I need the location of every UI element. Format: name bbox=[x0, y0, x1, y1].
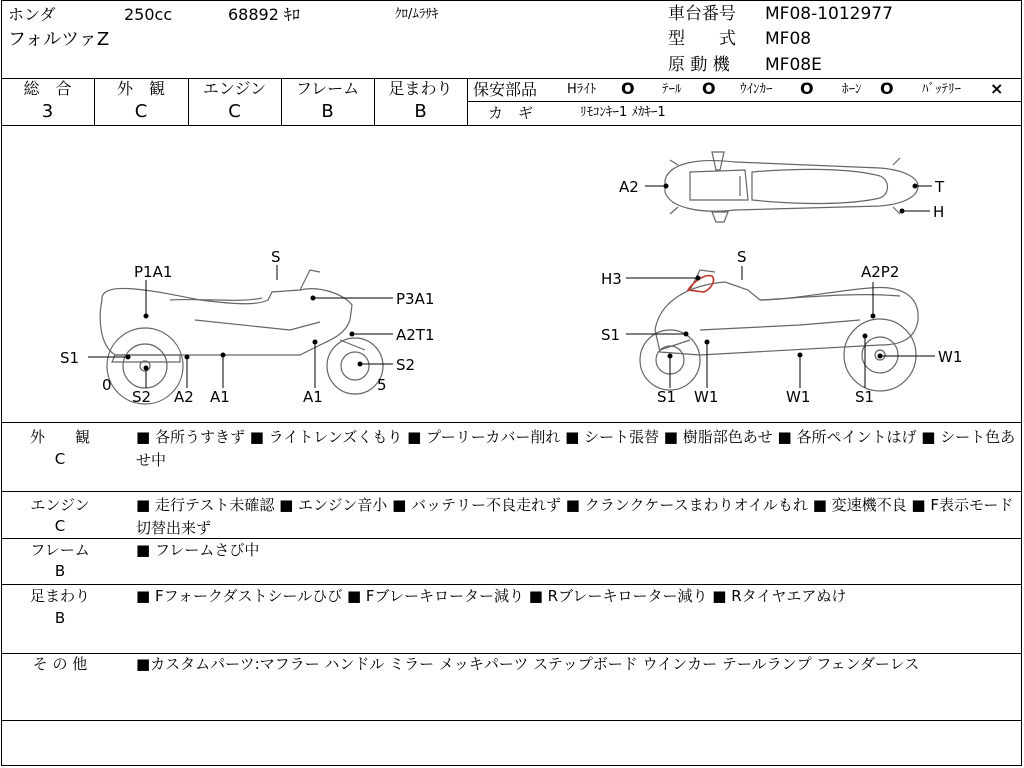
color: ｸﾛ/ﾑﾗｻｷ bbox=[395, 7, 439, 22]
model-name: フォルツァZ bbox=[8, 29, 110, 50]
rule-v5 bbox=[467, 78, 468, 125]
section-exterior-label: 外 観 bbox=[29, 428, 90, 446]
section-engine-grade: C bbox=[54, 517, 66, 535]
scooter-left-view bbox=[100, 270, 383, 404]
section-engine-label: エンジン bbox=[30, 496, 90, 514]
label-left-s2: S2 bbox=[132, 388, 152, 406]
label-right-w1c: W1 bbox=[786, 388, 811, 406]
section-chassis-grade: B bbox=[54, 609, 66, 627]
safety-item-battery: ﾊﾞｯﾃﾘｰ bbox=[922, 82, 961, 97]
label-top-t: T bbox=[935, 178, 945, 196]
section-frame-grade: B bbox=[54, 562, 66, 580]
chassis-grade: B bbox=[414, 101, 427, 122]
label-left-a1: A1 bbox=[210, 388, 230, 406]
label-top-a2: A2 bbox=[619, 178, 639, 196]
label-left-s2-right: S2 bbox=[396, 356, 416, 374]
scooter-top-view bbox=[665, 152, 918, 222]
safety-item-winker: ｳｲﾝｶｰ bbox=[740, 82, 773, 97]
maker: ホンダ bbox=[8, 5, 56, 24]
safety-item-headlight: Hﾗｲﾄ bbox=[567, 82, 597, 97]
label-top-h: H bbox=[933, 203, 945, 221]
safety-item-tail: ﾃｰﾙ bbox=[662, 82, 682, 97]
safety-mark-headlight: O bbox=[621, 79, 635, 98]
section-frame-label: フレーム bbox=[30, 541, 90, 559]
engine-label: 原 動 機 bbox=[668, 55, 730, 75]
key-value: ﾘﾓｺﾝｷｰ1 ﾒｶｷｰ1 bbox=[580, 105, 666, 120]
label-right-h3: H3 bbox=[601, 270, 622, 288]
rule-safety-mid bbox=[467, 101, 1022, 102]
engine-rating-label: エンジン bbox=[202, 79, 267, 98]
label-left-5: 5 bbox=[377, 376, 387, 394]
rule-diagram-bottom bbox=[1, 422, 1022, 423]
rule-sec5 bbox=[1, 720, 1022, 721]
section-other-label: そ の 他 bbox=[32, 655, 88, 673]
section-chassis-label: 足まわり bbox=[29, 587, 90, 605]
safety-mark-tail: O bbox=[702, 79, 716, 98]
label-left-0: 0 bbox=[102, 376, 112, 394]
scooter-right-view bbox=[640, 270, 918, 391]
label-right-s: S bbox=[737, 248, 747, 266]
section-exterior-grade: C bbox=[54, 450, 66, 468]
label-right-s1b: S1 bbox=[657, 388, 677, 406]
safety-mark-winker: O bbox=[800, 79, 814, 98]
label-left-p1a1: P1A1 bbox=[134, 263, 173, 281]
mileage: 68892 ｷﾛ bbox=[228, 5, 300, 24]
label-left-p3a1: P3A1 bbox=[396, 290, 435, 308]
exterior-label: 外 観 bbox=[116, 79, 165, 98]
frame-grade: B bbox=[321, 101, 334, 122]
engine-code: MF08E bbox=[765, 55, 822, 75]
label-left-a2: A2 bbox=[174, 388, 194, 406]
section-engine-text: ■ 走行テスト未確認 ■ エンジン音小 ■ バッテリー不良走れず ■ クランクケースまわりオイルもれ ■ 変速機不良 ■ F表示モード切替出来ず bbox=[136, 496, 1014, 537]
rule-sec1 bbox=[1, 491, 1022, 492]
scooter-diagram bbox=[0, 126, 1024, 422]
frame-no: MF08-1012977 bbox=[765, 4, 893, 24]
label-left-a1b: A1 bbox=[303, 388, 323, 406]
exterior-grade: C bbox=[134, 101, 148, 122]
key-label: カ ギ bbox=[488, 104, 534, 122]
displacement: 250cc bbox=[124, 5, 173, 24]
engine-grade: C bbox=[228, 101, 241, 122]
chassis-label: 足まわり bbox=[388, 79, 453, 98]
label-right-w1: W1 bbox=[694, 388, 719, 406]
label-left-s: S bbox=[271, 248, 281, 266]
label-left-a2t1: A2T1 bbox=[396, 326, 435, 344]
frame-no-label: 車台番号 bbox=[668, 4, 736, 24]
overall-grade: 3 bbox=[41, 101, 54, 122]
label-left-s1: S1 bbox=[60, 349, 80, 367]
section-frame-text: ■ フレームさび中 bbox=[136, 541, 260, 559]
section-other-text: ■カスタムパーツ:マフラー ハンドル ミラー メッキパーツ ステップボード ウインカー テールランプ フェンダーレス bbox=[136, 655, 920, 673]
label-right-w1-right: W1 bbox=[938, 348, 963, 366]
section-exterior-text: ■ 各所うすきず ■ ライトレンズくもり ■ プーリーカバー削れ ■ シート張替 ■ 樹脂部色あせ ■ 各所ペイントはげ ■ シート色あせ中 bbox=[136, 428, 1016, 469]
label-right-s1: S1 bbox=[601, 326, 621, 344]
overall-label: 総 合 bbox=[23, 79, 72, 98]
model-code: MF08 bbox=[765, 29, 812, 49]
label-right-a2p2: A2P2 bbox=[861, 263, 900, 281]
safety-mark-horn: O bbox=[880, 79, 894, 98]
model-label: 型 式 bbox=[668, 29, 736, 49]
label-right-s1c: S1 bbox=[855, 388, 875, 406]
safety-mark-battery: × bbox=[990, 79, 1004, 98]
frame-rating-label: フレーム bbox=[295, 79, 360, 98]
safety-item-horn: ﾎｰﾝ bbox=[842, 82, 862, 97]
safety-label: 保安部品 bbox=[473, 80, 538, 99]
section-chassis-text: ■ Fフォークダストシールひび ■ Fブレーキローター減り ■ Rブレーキローター減り ■ Rタイヤエアぬけ bbox=[136, 587, 847, 605]
